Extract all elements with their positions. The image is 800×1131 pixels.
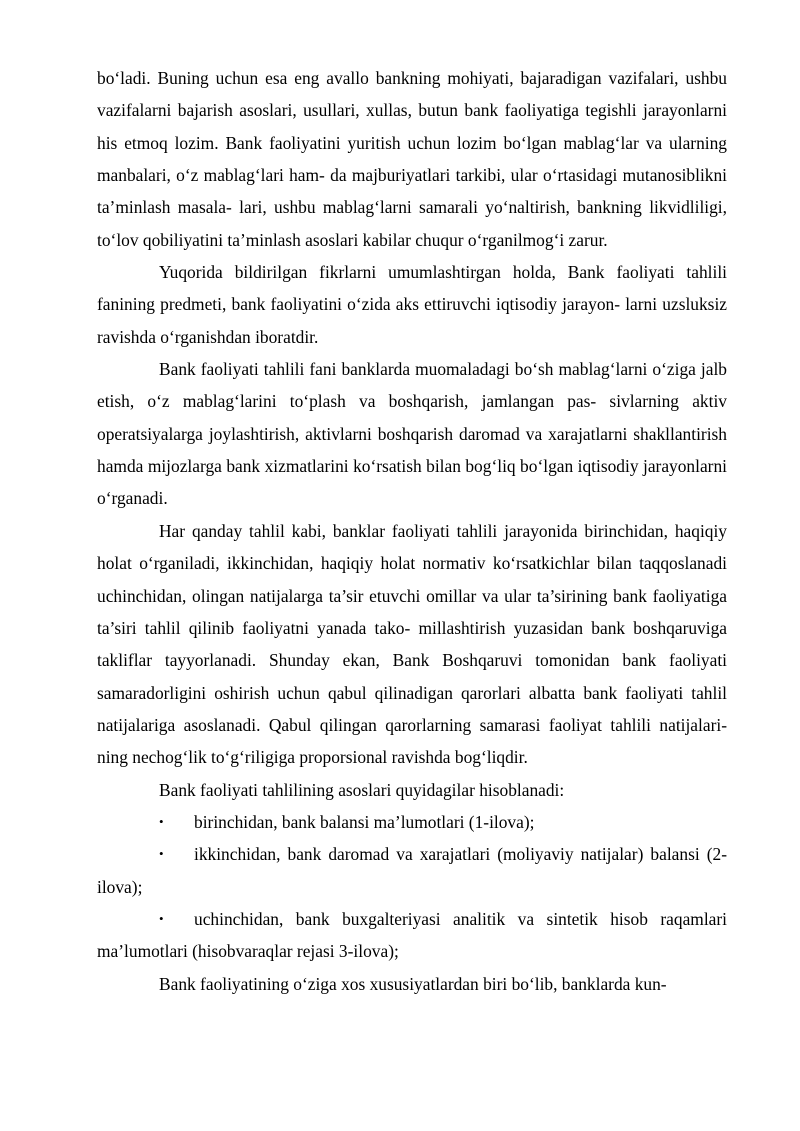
list-item-text: birinchidan, bank balansi ma’lumotlari (1-ilova); (194, 811, 535, 832)
bullet-icon: • (159, 910, 164, 926)
paragraph-subject-definition: Yuqorida bildirilgan fikrlarni umumlashtirgan holda, Bank faoliyati tahlili fanining predmeti, bank faoliyatini o‘zida aks ettiruvchi iqtisodiy jarayon- larni uzsluksiz ravishda o‘rganishdan iboratdir. (97, 262, 727, 347)
paragraph-scope: Bank faoliyati tahlili fani banklarda muomaladagi bo‘sh mablag‘larni o‘ziga jalb etish, o‘z mablag‘larini to‘plash va boshqarish, jamlangan pas- sivlarning aktiv operatsiyalarga joylashtirish, aktivlarni boshqarish daromad va xarajatlarni shakllantirish hamda mijozlarga bank xizmatlarini ko‘rsatish bilan bog‘liq bo‘lgan iqtisodiy jarayonlarni o‘rganadi. (97, 359, 727, 509)
list-item (97, 903, 727, 968)
list-item (97, 806, 727, 838)
paragraph-features: Bank faoliyatining o‘ziga xos xususiyatlardan biri bo‘lib, banklarda kun- (159, 973, 667, 994)
document-page (97, 62, 727, 1000)
paragraph-continuation: bo‘ladi. Buning uchun esa eng avallo bankning mohiyati, bajaradigan vazifalari, ushbu vazifalarni bajarish asoslari, usullari, xullas, butun bank faoliyatiga tegishli jarayonlarni his etmoq lozim. Bank faoliyatini yuritish uchun lozim bo‘lgan mablag‘lar va ularning manbalari, o‘z mablag‘lari ham- da majburiyatlari tarkibi, ular o‘rtasidagi mutanosiblikni ta’minlash masala- lari, ushbu mablag‘larni samarali yo‘naltirish, bankning likvidliligi, to‘lov qobiliyatini ta’minlash asoslari kabilar chuqur o‘rganilmog‘i zarur. (97, 68, 727, 250)
bullet-icon: • (159, 846, 164, 862)
paragraph-bases-intro: Bank faoliyati tahlilining asoslari quyidagilar hisoblanadi: (159, 779, 565, 800)
paragraph-analysis-process: Har qanday tahlil kabi, banklar faoliyati tahlili jarayonida birinchidan, haqiqiy holat o‘rganiladi, ikkinchidan, haqiqiy holat normativ ko‘rsatkichlar bilan taqqoslanadi uchinchidan, olingan natijalarga ta’sir etuvchi omillar va ular ta’sirining bank faoliyatiga ta’siri tahlil qilinib faoliyatni yanada tako- millashtirish yuzasidan bank boshqaruviga takliflar tayyorlanadi. Shunday ekan, Bank Boshqaruvi tomonidan bank faoliyati samaradorligini oshirish uchun qabul qilinadigan qarorlari albatta bank faoliyati tahlil natijalariga asoslanadi. Qabul qilingan qarorlarning samarasi faoliyat tahlili natijalari- ning nechog‘lik to‘g‘riligiga proporsional ravishda bog‘liqdir. (97, 520, 727, 768)
list-item (97, 838, 727, 903)
bullet-icon: • (159, 813, 164, 829)
list-item-text: uchinchidan, bank buxgalteriyasi analitik va sintetik hisob raqamlari ma’lumotlari (hisobvaraqlar rejasi 3-ilova); (97, 908, 727, 962)
list-item-text: ikkinchidan, bank daromad va xarajatlari (moliyaviy natijalar) balansi (2-ilova); (97, 844, 727, 897)
